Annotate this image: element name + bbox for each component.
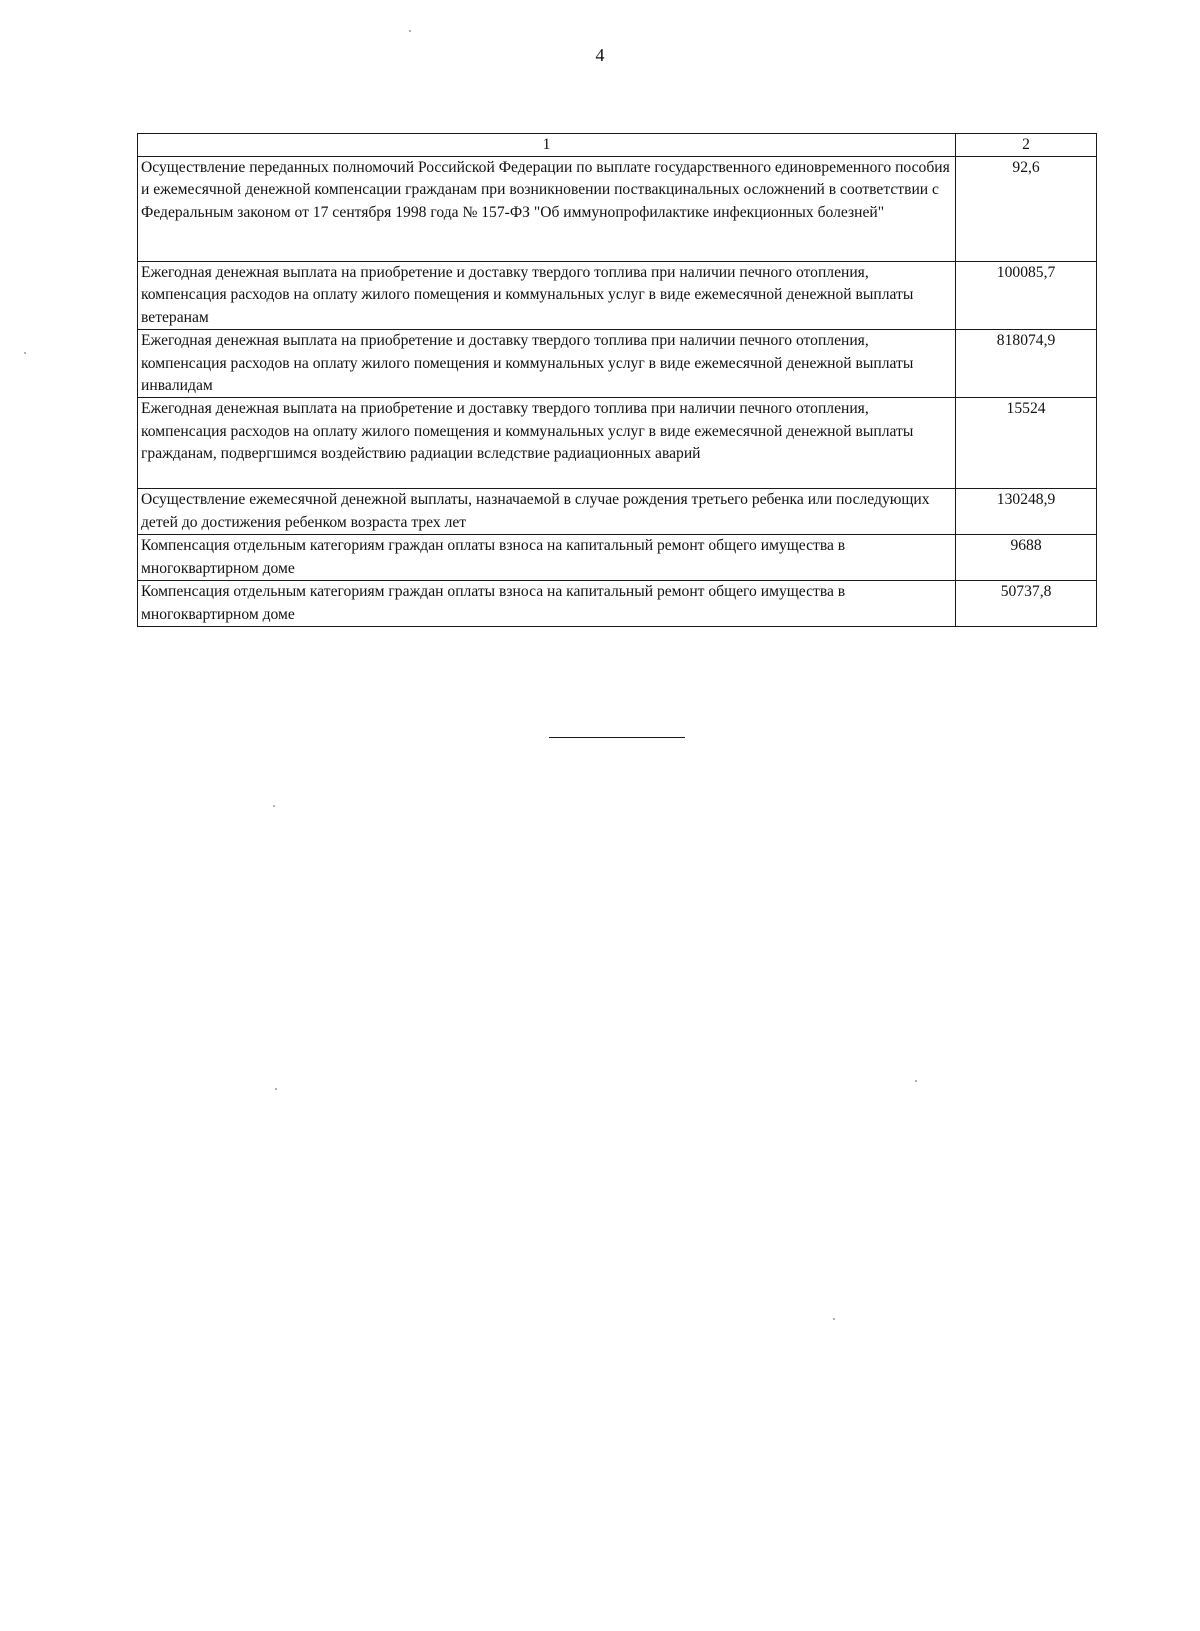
- allocation-table: [137, 133, 1097, 627]
- row-description: Ежегодная денежная выплата на приобретение и доставку твердого топлива при наличии печного отопления, компенсация расходов на оплату жилого помещения и коммунальных услуг в виде ежемесячной денежной выплаты ветеранам: [138, 262, 956, 330]
- row-description: Осуществление переданных полномочий Российской Федерации по выплате государственного единовременного пособия и ежемесячной денежной компенсации гражданам при возникновении поствакцинальных осложнений в соответствии с Федеральным законом от 17 сентября 1998 года № 157-ФЗ "Об иммунопрофилактике инфекционных болезней": [138, 157, 956, 262]
- column-header-1: 1: [138, 134, 956, 157]
- row-description: Компенсация отдельным категориям граждан оплаты взноса на капитальный ремонт общего имущества в многоквартирном доме: [138, 581, 956, 627]
- table-row: [138, 535, 1097, 581]
- page-number: 4: [595, 45, 605, 65]
- row-value: 100085,7: [956, 262, 1097, 330]
- scan-speck: [24, 352, 26, 354]
- scan-speck: [833, 1318, 835, 1320]
- row-description: Осуществление ежемесячной денежной выплаты, назначаемой в случае рождения третьего ребенка или последующих детей до достижения ребенком возраста трех лет: [138, 489, 956, 535]
- row-value: 818074,9: [956, 330, 1097, 398]
- column-header-2: 2: [956, 134, 1097, 157]
- table-header-row: [138, 134, 1097, 157]
- scan-speck: [915, 1080, 917, 1082]
- row-value: 92,6: [956, 157, 1097, 262]
- row-value: 50737,8: [956, 581, 1097, 627]
- row-value: 15524: [956, 398, 1097, 489]
- table-row: [138, 398, 1097, 489]
- row-description: Компенсация отдельным категориям граждан оплаты взноса на капитальный ремонт общего имущества в многоквартирном доме: [138, 535, 956, 581]
- scan-speck: [275, 1088, 277, 1090]
- table-row: [138, 262, 1097, 330]
- row-value: 9688: [956, 535, 1097, 581]
- end-of-document-line: [549, 737, 685, 738]
- table-row: [138, 581, 1097, 627]
- row-description: Ежегодная денежная выплата на приобретение и доставку твердого топлива при наличии печного отопления, компенсация расходов на оплату жилого помещения и коммунальных услуг в виде ежемесячной денежной выплаты инвалидам: [138, 330, 956, 398]
- table-row: [138, 489, 1097, 535]
- row-description: Ежегодная денежная выплата на приобретение и доставку твердого топлива при наличии печного отопления, компенсация расходов на оплату жилого помещения и коммунальных услуг в виде ежемесячной денежной выплаты гражданам, подвергшимся воздействию радиации вследствие радиационных аварий: [138, 398, 956, 489]
- scan-speck: [273, 805, 275, 807]
- scan-speck: [409, 30, 411, 32]
- row-value: 130248,9: [956, 489, 1097, 535]
- table-row: [138, 157, 1097, 262]
- table-row: [138, 330, 1097, 398]
